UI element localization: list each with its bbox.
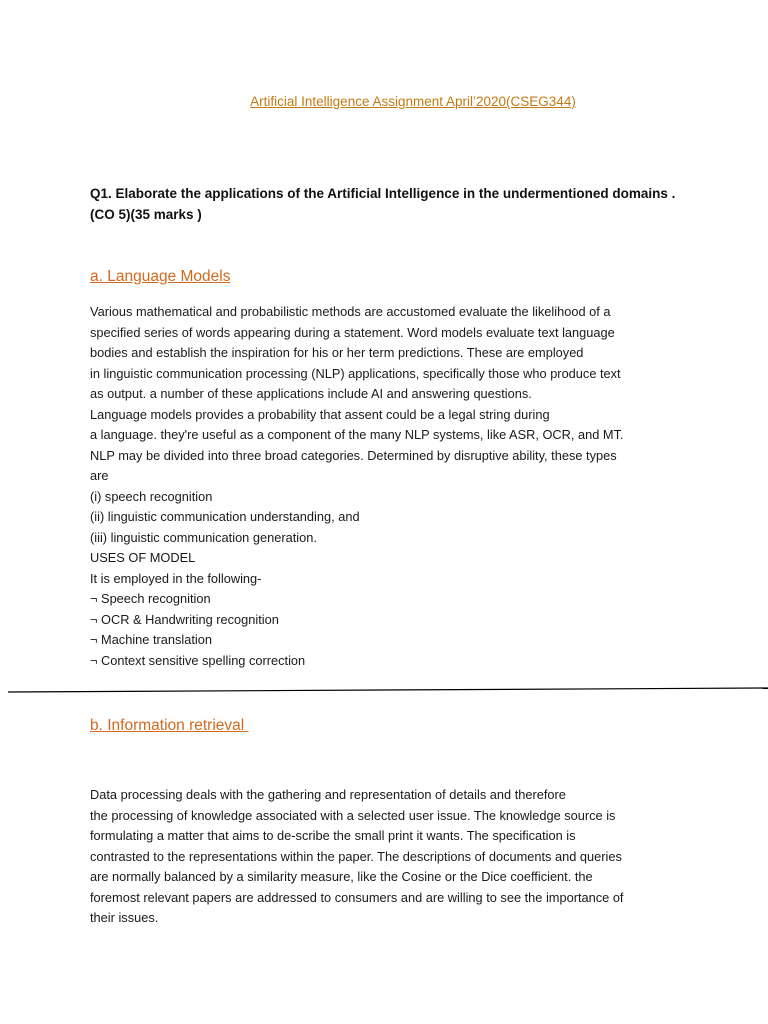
body-line: the processing of knowledge associated with a selected user issue. The knowledge source is: [90, 807, 616, 823]
body-line: Data processing deals with the gathering and representation of details and therefore: [90, 787, 566, 802]
body-line: NLP may be divided into three broad categories. Determined by disruptive ability, these types: [90, 447, 617, 463]
body-line: Various mathematical and probabilistic methods are accustomed evaluate the likelihood of a: [90, 304, 611, 319]
document-title: Artificial Intelligence Assignment April’2020(CSEG344): [250, 94, 576, 109]
body-line: are: [90, 468, 109, 483]
horizontal-divider: [8, 687, 768, 693]
body-line: contrasted to the representations within the paper. The descriptions of documents and queries: [90, 848, 622, 864]
body-line: a language. they're useful as a component of the many NLP systems, like ASR, OCR, and MT.: [90, 427, 624, 442]
body-line: foremost relevant papers are addressed to consumers and are willing to see the importance of: [90, 889, 624, 905]
body-line: Language models provides a probability that assent could be a legal string during: [90, 406, 550, 422]
body-line: are normally balanced by a similarity measure, like the Cosine or the Dice coefficient. the: [90, 869, 593, 884]
section-b-body: [90, 785, 760, 929]
list-item: (ii) linguistic communication understanding, and: [90, 509, 360, 524]
question-text: [90, 183, 750, 225]
list-item: (iii) linguistic communication generation.: [90, 529, 317, 545]
body-line: bodies and establish the inspiration for his or her term predictions. These are employed: [90, 345, 584, 360]
body-line: formulating a matter that aims to de-scribe the small print it wants. The specification is: [90, 828, 576, 843]
body-line: as output. a number of these applications include AI and answering questions.: [90, 386, 532, 401]
question-line: Q1. Elaborate the applications of the Artificial Intelligence in the undermentioned domains .: [90, 186, 676, 201]
subheading-uses-of-model: USES OF MODEL: [90, 550, 196, 565]
question-line: (CO 5)(35 marks ): [90, 207, 202, 222]
list-item: (i) speech recognition: [90, 488, 213, 504]
section-a-body: [90, 302, 760, 671]
bullet-item: ¬ Machine translation: [90, 632, 212, 647]
bullet-item: ¬ OCR & Handwriting recognition: [90, 611, 279, 627]
bullet-item: ¬ Speech recognition: [90, 591, 211, 606]
body-line: specified series of words appearing during a statement. Word models evaluate text language: [90, 324, 615, 340]
body-line: It is employed in the following-: [90, 570, 262, 586]
bullet-item: ¬ Context sensitive spelling correction: [90, 652, 306, 668]
section-b-heading: b. Information retrieval: [90, 717, 249, 734]
section-a-heading: a. Language Models: [90, 268, 231, 285]
body-line: their issues.: [90, 910, 159, 925]
body-line: in linguistic communication processing (NLP) applications, specifically those who produce text: [90, 365, 621, 381]
